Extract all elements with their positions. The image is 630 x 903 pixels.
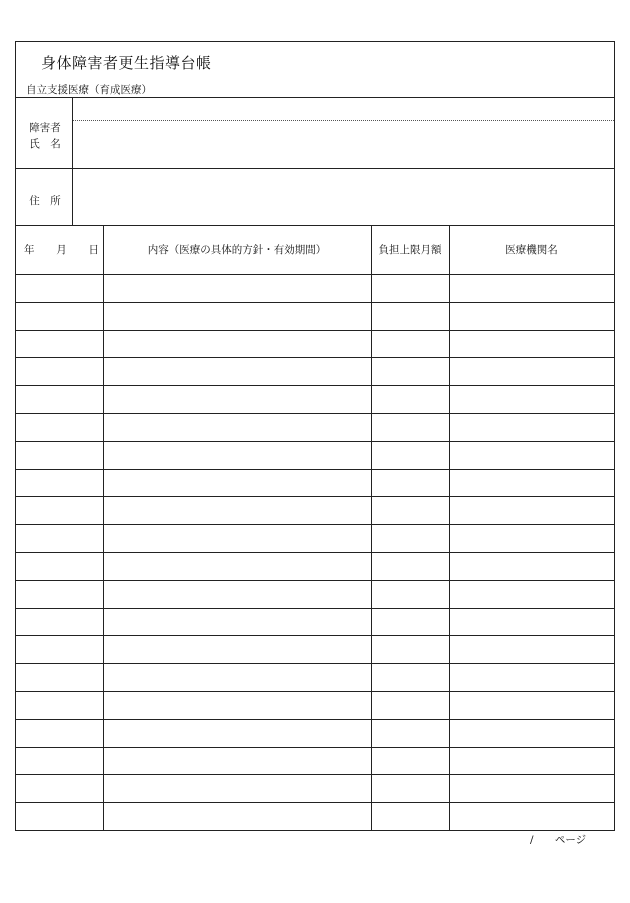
table-row	[16, 497, 614, 525]
date-cell[interactable]	[16, 331, 103, 358]
date-cell[interactable]	[16, 358, 103, 385]
name-field[interactable]	[78, 124, 608, 164]
ledger-form	[15, 41, 615, 831]
hospital-cell[interactable]	[450, 720, 614, 747]
limit-cell[interactable]	[372, 386, 449, 413]
hospital-cell[interactable]	[450, 497, 614, 524]
hospital-cell[interactable]	[450, 386, 614, 413]
hospital-cell[interactable]	[450, 331, 614, 358]
content-cell[interactable]	[104, 692, 371, 719]
table-row	[16, 386, 614, 414]
hospital-cell[interactable]	[450, 414, 614, 441]
name-label-line1: 障害者	[29, 122, 61, 134]
limit-cell[interactable]	[372, 303, 449, 330]
hospital-cell[interactable]	[450, 609, 614, 636]
content-cell[interactable]	[104, 664, 371, 691]
name-address-divider	[16, 168, 614, 169]
limit-cell[interactable]	[372, 497, 449, 524]
hospital-cell[interactable]	[450, 664, 614, 691]
hospital-cell[interactable]	[450, 553, 614, 580]
table-row	[16, 470, 614, 498]
column-header-day: 日	[88, 244, 99, 256]
title-divider	[16, 97, 614, 98]
hospital-cell[interactable]	[450, 636, 614, 663]
date-cell[interactable]	[16, 275, 103, 302]
limit-cell[interactable]	[372, 525, 449, 552]
table-row	[16, 664, 614, 692]
limit-cell[interactable]	[372, 803, 449, 831]
name-label-line2: 氏 名	[29, 138, 61, 150]
content-cell[interactable]	[104, 525, 371, 552]
table-row	[16, 331, 614, 359]
table-row	[16, 553, 614, 581]
content-cell[interactable]	[104, 414, 371, 441]
date-cell[interactable]	[16, 303, 103, 330]
content-cell[interactable]	[104, 303, 371, 330]
limit-cell[interactable]	[372, 275, 449, 302]
table-row	[16, 581, 614, 609]
content-cell[interactable]	[104, 386, 371, 413]
limit-cell[interactable]	[372, 664, 449, 691]
limit-cell[interactable]	[372, 636, 449, 663]
limit-cell[interactable]	[372, 553, 449, 580]
date-cell[interactable]	[16, 692, 103, 719]
table-row	[16, 358, 614, 386]
content-cell[interactable]	[104, 442, 371, 469]
table-row	[16, 636, 614, 664]
page-title: 身体障害者更生指導台帳	[41, 54, 212, 72]
table-row	[16, 775, 614, 803]
date-cell[interactable]	[16, 386, 103, 413]
limit-cell[interactable]	[372, 442, 449, 469]
content-cell[interactable]	[104, 609, 371, 636]
hospital-cell[interactable]	[450, 470, 614, 497]
table-row	[16, 803, 614, 831]
table-row	[16, 442, 614, 470]
date-cell[interactable]	[16, 581, 103, 608]
date-cell[interactable]	[16, 609, 103, 636]
content-cell[interactable]	[104, 331, 371, 358]
content-cell[interactable]	[104, 470, 371, 497]
table-row	[16, 275, 614, 303]
content-cell[interactable]	[104, 636, 371, 663]
content-cell[interactable]	[104, 748, 371, 775]
content-cell[interactable]	[104, 720, 371, 747]
hospital-cell[interactable]	[450, 275, 614, 302]
limit-cell[interactable]	[372, 581, 449, 608]
date-cell[interactable]	[16, 636, 103, 663]
table-row	[16, 748, 614, 776]
content-cell[interactable]	[104, 497, 371, 524]
hospital-cell[interactable]	[450, 442, 614, 469]
name-label	[18, 120, 72, 152]
column-header-year: 年	[24, 244, 35, 256]
limit-cell[interactable]	[372, 331, 449, 358]
date-cell[interactable]	[16, 553, 103, 580]
address-label: 住 所	[29, 195, 61, 207]
hospital-cell[interactable]	[450, 775, 614, 802]
table-row	[16, 414, 614, 442]
page-number-label: / ページ	[530, 834, 587, 846]
column-header-month: 月	[56, 244, 67, 256]
content-cell[interactable]	[104, 553, 371, 580]
date-cell[interactable]	[16, 748, 103, 775]
column-header-date	[16, 225, 103, 274]
date-cell[interactable]	[16, 525, 103, 552]
table-row	[16, 692, 614, 720]
limit-cell[interactable]	[372, 748, 449, 775]
limit-cell[interactable]	[372, 692, 449, 719]
date-cell[interactable]	[16, 803, 103, 831]
limit-cell[interactable]	[372, 609, 449, 636]
hospital-cell[interactable]	[450, 692, 614, 719]
date-cell[interactable]	[16, 720, 103, 747]
label-column-divider	[72, 97, 73, 225]
date-cell[interactable]	[16, 497, 103, 524]
limit-cell[interactable]	[372, 414, 449, 441]
content-cell[interactable]	[104, 275, 371, 302]
date-cell[interactable]	[16, 414, 103, 441]
content-cell[interactable]	[104, 775, 371, 802]
date-cell[interactable]	[16, 442, 103, 469]
table-row	[16, 303, 614, 331]
table-row	[16, 609, 614, 637]
hospital-cell[interactable]	[450, 748, 614, 775]
date-cell[interactable]	[16, 775, 103, 802]
column-header-content: 内容（医療の具体的方針・有効期間）	[147, 244, 327, 256]
limit-cell[interactable]	[372, 775, 449, 802]
address-field[interactable]	[78, 174, 608, 220]
content-cell[interactable]	[104, 581, 371, 608]
column-header-limit: 負担上限月額	[378, 244, 442, 256]
table-row	[16, 720, 614, 748]
table-row	[16, 525, 614, 553]
content-cell[interactable]	[104, 358, 371, 385]
limit-cell[interactable]	[372, 720, 449, 747]
date-cell[interactable]	[16, 470, 103, 497]
hospital-cell[interactable]	[450, 358, 614, 385]
limit-cell[interactable]	[372, 358, 449, 385]
hospital-cell[interactable]	[450, 525, 614, 552]
hospital-cell[interactable]	[450, 581, 614, 608]
hospital-cell[interactable]	[450, 303, 614, 330]
furigana-divider	[73, 120, 614, 121]
column-header-hospital: 医療機関名	[505, 244, 558, 256]
limit-cell[interactable]	[372, 470, 449, 497]
page-subtitle: 自立支援医療（育成医療）	[26, 84, 152, 96]
date-cell[interactable]	[16, 664, 103, 691]
hospital-cell[interactable]	[450, 803, 614, 831]
content-cell[interactable]	[104, 803, 371, 831]
